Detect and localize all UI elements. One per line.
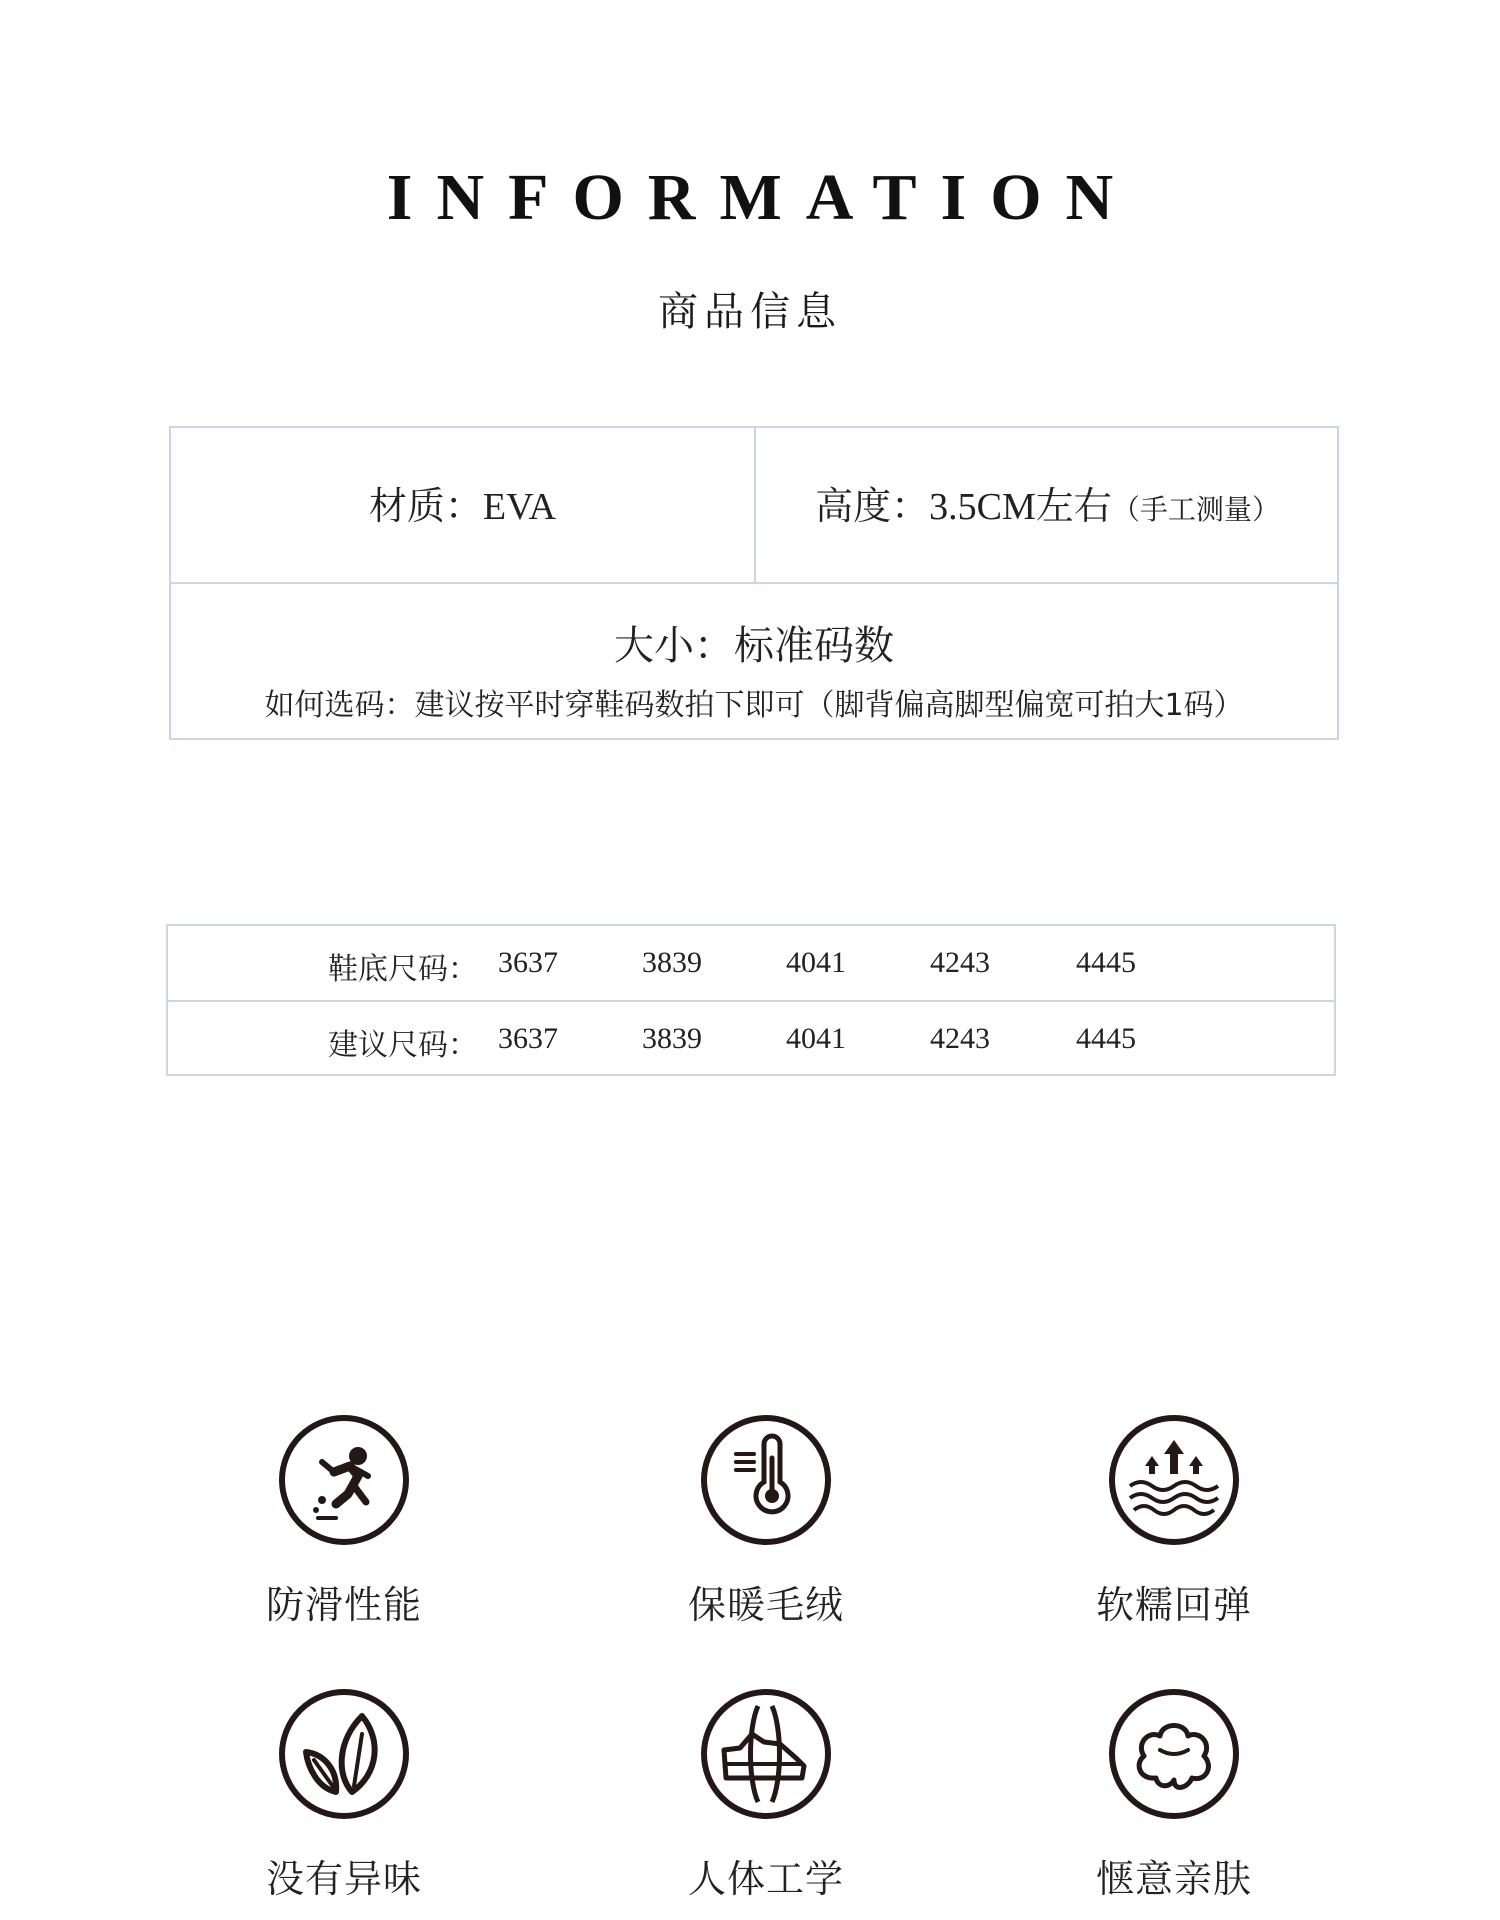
feature-label: 人体工学 <box>687 1857 844 1901</box>
height-cell <box>756 428 1339 584</box>
feature-label: 惬意亲肤 <box>1095 1857 1252 1901</box>
size-value: 4445 <box>1076 946 1136 979</box>
cotton-icon <box>1108 1688 1240 1820</box>
feature-no-odor <box>214 1688 474 1903</box>
product-info-box <box>169 426 1339 740</box>
size-value: 4243 <box>930 946 990 979</box>
info-row-top <box>171 428 1337 584</box>
thermometer-icon <box>700 1414 832 1546</box>
feature-rebound <box>1044 1414 1304 1629</box>
feature-anti-slip <box>214 1414 474 1629</box>
feature-label: 软糯回弹 <box>1095 1583 1252 1627</box>
sole-size-label: 鞋底尺码： <box>328 952 478 987</box>
page-subtitle: 商品信息 <box>658 289 842 335</box>
leaf-icon <box>278 1688 410 1820</box>
material-cell <box>171 428 754 584</box>
size-table <box>166 924 1336 1076</box>
feature-label: 防滑性能 <box>265 1583 422 1627</box>
size-value: 4445 <box>1076 1022 1136 1055</box>
size-value: 3839 <box>642 946 702 979</box>
rebound-icon <box>1108 1414 1240 1546</box>
height-value: 3.5CM左右 <box>929 486 1112 528</box>
table-row <box>168 1002 1334 1076</box>
height-label: 高度： <box>815 484 930 528</box>
recommended-size-label: 建议尺码： <box>328 1028 478 1063</box>
feature-label: 没有异味 <box>265 1857 422 1901</box>
feature-label: 保暖毛绒 <box>687 1583 844 1627</box>
size-value: 3637 <box>498 946 558 979</box>
feature-warm-plush <box>636 1414 896 1629</box>
size-advice: 如何选码：建议按平时穿鞋码数拍下即可（脚背偏高脚型偏宽可拍大1码） <box>264 688 1244 723</box>
ergonomic-shoe-icon <box>700 1688 832 1820</box>
page-title: INFORMATION <box>386 161 1138 234</box>
size-value: 3839 <box>642 1022 702 1055</box>
material-value: EVA <box>482 486 557 528</box>
size-value: 4041 <box>786 946 846 979</box>
size-value: 3637 <box>498 1022 558 1055</box>
feature-ergonomic <box>636 1688 896 1903</box>
size-title: 大小：标准码数 <box>614 623 894 669</box>
height-note: （手工测量） <box>1111 493 1280 526</box>
table-row <box>168 926 1334 1002</box>
size-value: 4041 <box>786 1022 846 1055</box>
material-label: 材质： <box>368 484 483 528</box>
feature-skin-friendly <box>1044 1688 1304 1903</box>
anti-slip-icon <box>278 1414 410 1546</box>
size-value: 4243 <box>930 1022 990 1055</box>
